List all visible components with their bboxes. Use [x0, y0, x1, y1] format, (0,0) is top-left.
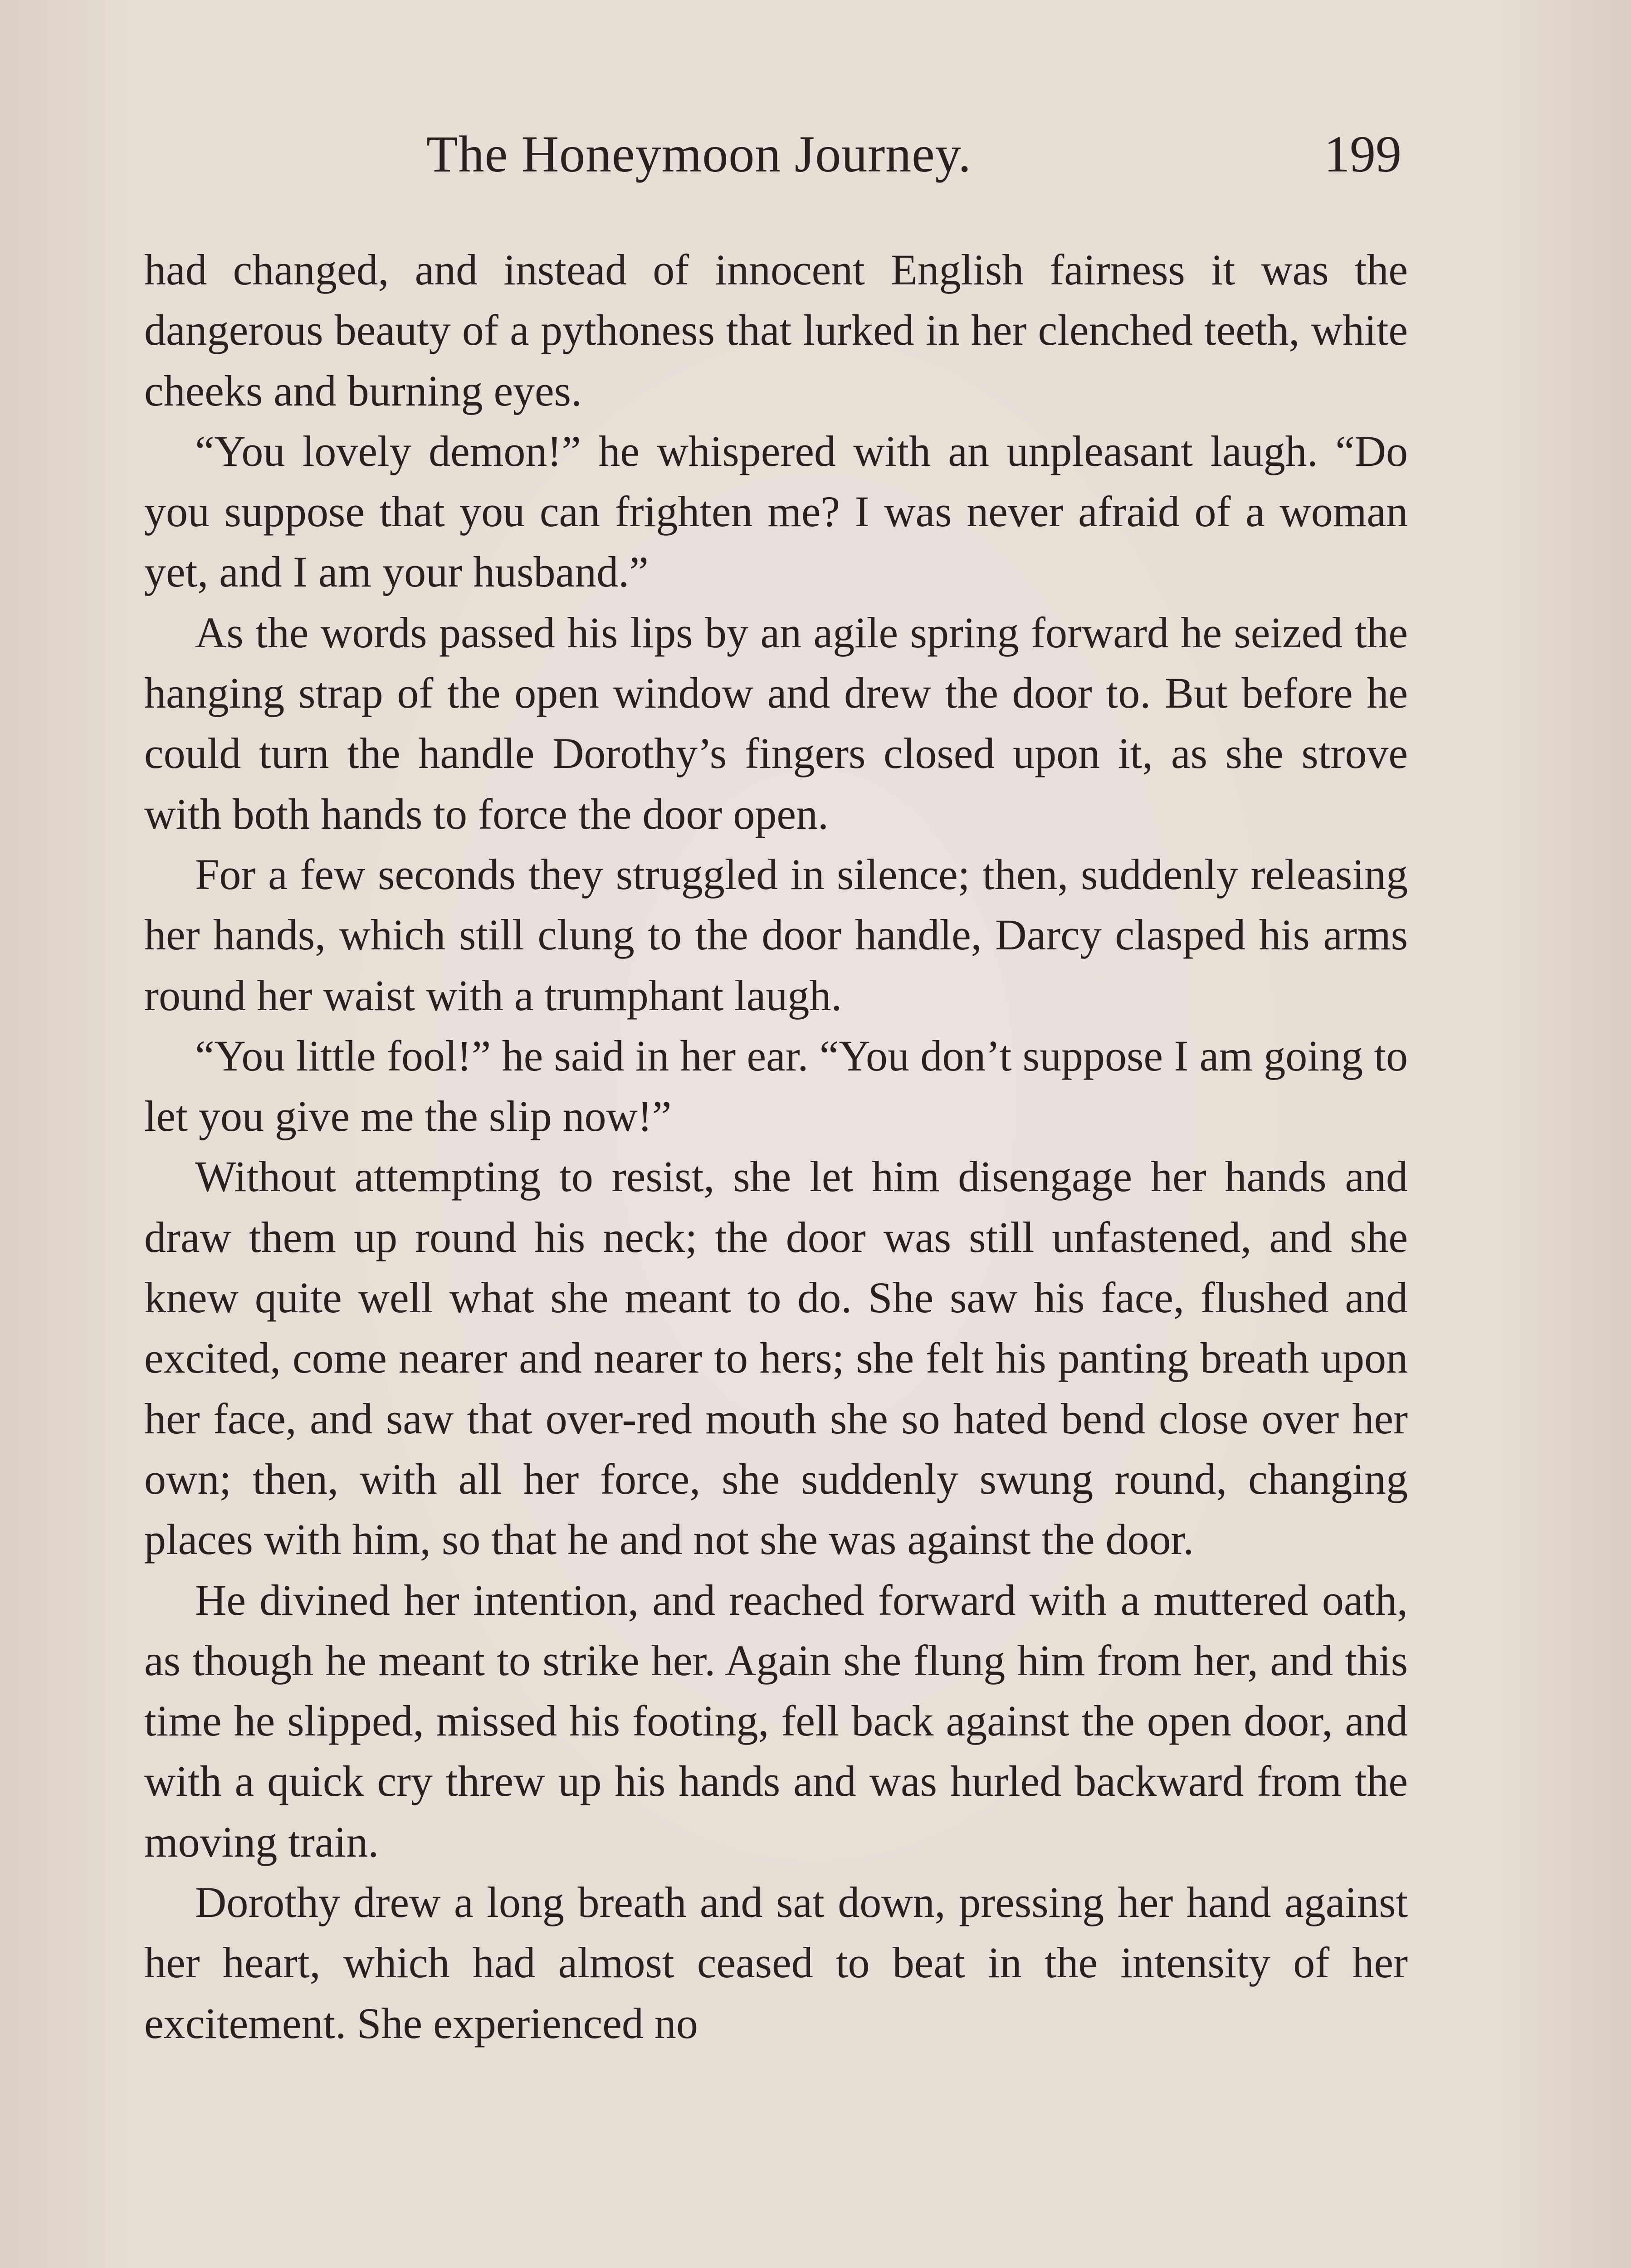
paragraph: “You little fool!” he said in her ear. “You don’t suppose I am going to let you give me the slip now!”	[144, 1031, 1408, 1141]
paragraph: “You lovely demon!” he whispered with an unpleasant laugh. “Do you suppose that you can frighten me? I was never afraid of a woman yet, and I am your husband.”	[144, 426, 1408, 596]
page-number: 199	[1324, 125, 1401, 183]
paragraph: He divined her intention, and reached forward with a muttered oath, as though he meant to strike her. Again she flung him from her, and this time he slipped, missed his footing, fell back against the open door, and with a quick cry threw up his hands and was hurled backward from the moving train.	[144, 1575, 1408, 1866]
running-title: The Honeymoon Journey.	[426, 125, 972, 183]
paragraph: As the words passed his lips by an agile spring forward he seized the hanging strap of the open window and drew the door to. But before he could turn the handle Dorothy’s fingers closed upon it, as she strove with both hands to force the door open.	[144, 608, 1408, 838]
paragraph: had changed, and instead of innocent English fairness it was the dangerous beauty of a pythoness that lurked in her clenched teeth, white cheeks and burning eyes.	[144, 245, 1408, 415]
paragraph: Without attempting to resist, she let him disengage her hands and draw them up round his neck; the door was still unfastened, and she knew quite well what she meant to do. She saw his face, flushed and excited, come nearer and nearer to hers; she felt his panting breath upon her face, and saw that over-red mouth she so hated bend close over her own; then, with all her force, she suddenly swung round, changing places with him, so that he and not she was against the door.	[144, 1152, 1408, 1564]
paragraph: Dorothy drew a long breath and sat down, pressing her hand against her heart, which had almost ceased to beat in the intensity of her excitement. She experienced no	[144, 1878, 1408, 2048]
paragraph: For a few seconds they struggled in silence; then, suddenly releasing her hands, which still clung to the door handle, Darcy clasped his arms round her waist with a trumphant laugh.	[144, 850, 1408, 1020]
body-text	[144, 240, 1408, 2053]
running-head	[145, 118, 1406, 191]
